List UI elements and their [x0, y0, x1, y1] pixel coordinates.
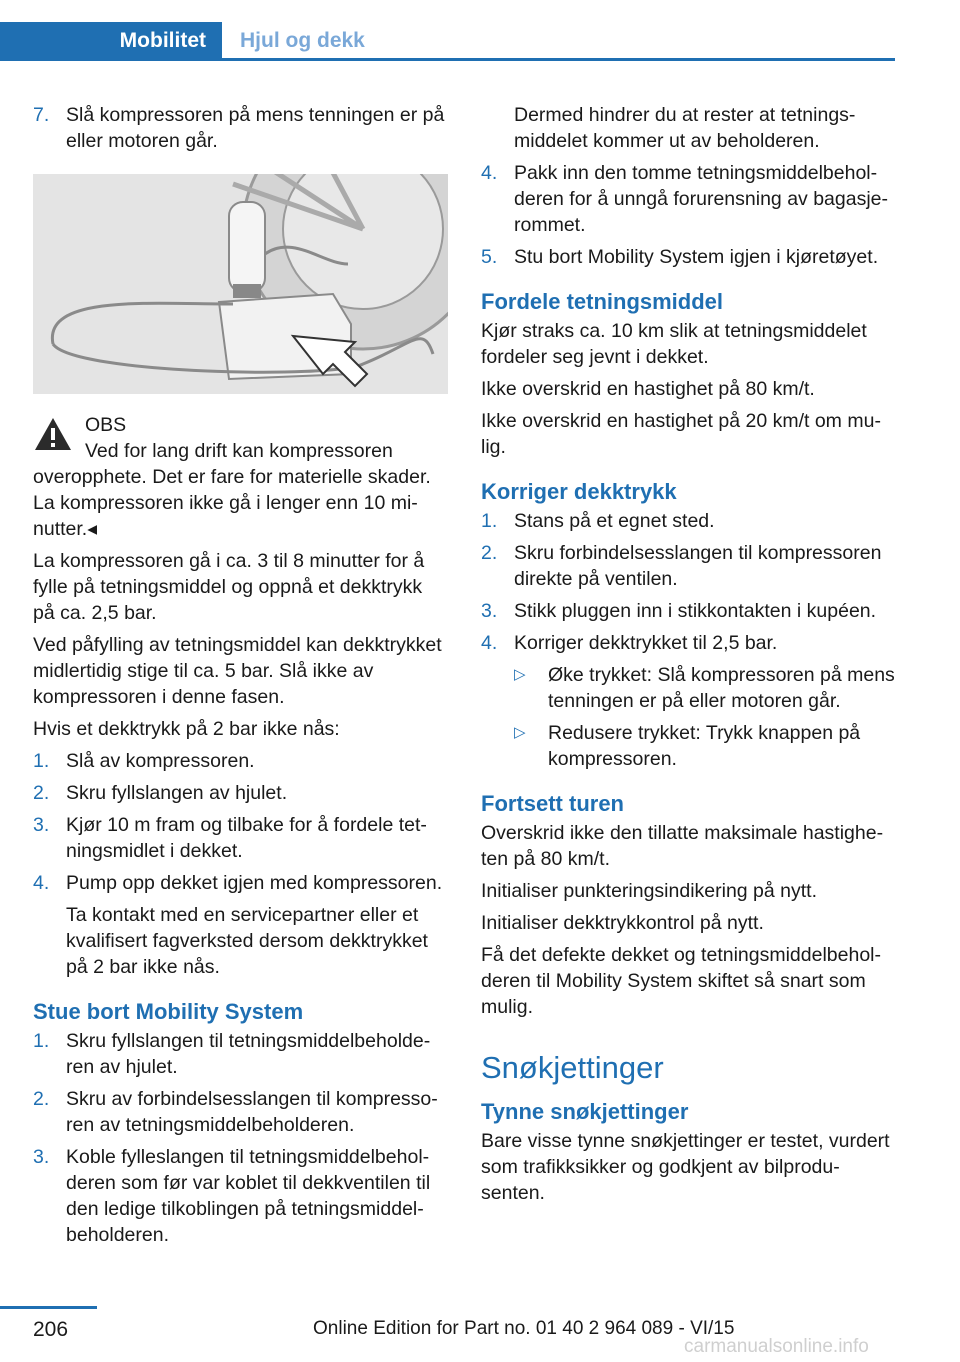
- item-text: Stans på et egnet sted.: [514, 510, 715, 532]
- warning-title: OBS: [85, 414, 127, 436]
- list-item: [33, 748, 448, 774]
- chapter-heading: Snøkjettinger: [481, 1050, 664, 1085]
- section-heading: Fordele tetningsmiddel: [481, 289, 724, 314]
- item-text: Skru fyllslangen av hjulet.: [66, 782, 288, 804]
- header-rule: [0, 58, 895, 61]
- section-tab-hjul-og-dekk: Hjul og dekk: [240, 29, 365, 52]
- list-item: [481, 160, 896, 238]
- section-heading: Stue bort Mobility System: [33, 999, 304, 1024]
- triangle-bullet-icon: ▷: [514, 666, 526, 683]
- list-item: [481, 244, 896, 270]
- watermark: carmanualsonline.info: [684, 1336, 869, 1357]
- item-number: 3.: [33, 814, 50, 836]
- item-number: 3.: [33, 1146, 50, 1168]
- item-number: 4.: [481, 632, 498, 654]
- footer-rule: [0, 1306, 97, 1309]
- item-text: Øke trykket: Slå kompressoren på mens tenningen er på eller motoren går.: [548, 664, 895, 712]
- online-edition-note: Online Edition for Part no. 01 40 2 964 089 - VI/15: [313, 1318, 735, 1339]
- item-text: Kjør 10 m fram og tilbake for å fordele tetningsmidlet i dekket.: [66, 814, 427, 862]
- warning-triangle-icon: [33, 416, 73, 459]
- section-heading: Korriger dekktrykk: [481, 479, 677, 504]
- item-number: 5.: [481, 246, 498, 268]
- list-item: [33, 102, 448, 154]
- sub-list-item: [481, 720, 896, 772]
- paragraph: Overskrid ikke den tillatte maksimale hastigheten på 80 km/t.: [481, 822, 884, 870]
- list-item: [33, 1028, 448, 1080]
- item-number: 1.: [33, 1030, 50, 1052]
- item-text: Korriger dekktrykket til 2,5 bar.: [514, 632, 778, 654]
- item-text: Pump opp dekket igjen med kompressoren.: [66, 872, 443, 894]
- item-number: 2.: [481, 542, 498, 564]
- continued-text: Dermed hindrer du at rester at tetningsmiddelet kommer ut av beholderen.: [514, 104, 856, 152]
- paragraph: La kompressoren gå i ca. 3 til 8 minutter for å fylle på tetningsmiddel og oppnå et dekktrykk på ca. 2,5 bar.: [33, 550, 425, 624]
- item-text: Skru forbindelsesslangen til kompressoren direkte på ventilen.: [514, 542, 882, 590]
- paragraph: Initialiser punkteringsindikering på nytt.: [481, 880, 818, 902]
- item-text: Stu bort Mobility System igjen i kjøretøyet.: [514, 246, 879, 268]
- item-text: Koble fylleslangen til tetningsmiddelbeholderen som før var koblet til dekkventilen til den ledige tilkoblingen på tetningsmiddelbeholderen.: [66, 1146, 431, 1246]
- paragraph: Bare visse tynne snøkjettinger er testet, vurdert som trafikksikker og godkjent av bilprodusenten.: [481, 1130, 890, 1204]
- section-heading: Fortsett turen: [481, 791, 624, 816]
- paragraph: Få det defekte dekket og tetningsmiddelbeholderen til Mobility System skiftet så snart som mulig.: [481, 944, 882, 1018]
- list-item: [481, 598, 896, 624]
- item-number: 2.: [33, 782, 50, 804]
- item-text: Pakk inn den tomme tetningsmiddelbeholderen for å unngå forurensning av bagasjerommet.: [514, 162, 889, 236]
- list-item: [33, 780, 448, 806]
- list-item: [33, 1086, 448, 1138]
- paragraph: Initialiser dekktrykkontrol på nytt.: [481, 912, 764, 934]
- list-item: [481, 508, 896, 534]
- list-item: [481, 540, 896, 592]
- warning-block: [33, 412, 448, 542]
- paragraph: Ikke overskrid en hastighet på 80 km/t.: [481, 378, 815, 400]
- page-header: [0, 22, 895, 60]
- item-text: Stikk pluggen inn i stikkontakten i kupéen.: [514, 600, 877, 622]
- left-column: [33, 102, 448, 1254]
- paragraph: Ved påfylling av tetningsmiddel kan dekktrykket midlertidig stige til ca. 5 bar. Slå ikke av kompressoren i denne fasen.: [33, 634, 442, 708]
- triangle-bullet-icon: ▷: [514, 724, 526, 741]
- compressor-illustration: [33, 174, 448, 394]
- item-number: 1.: [33, 750, 50, 772]
- paragraph: Hvis et dekktrykk på 2 bar ikke nås:: [33, 718, 340, 740]
- item-number: 4.: [33, 872, 50, 894]
- item-number: 7.: [33, 104, 50, 126]
- item-number: 4.: [481, 162, 498, 184]
- sub-list-item: [481, 662, 896, 714]
- item-text: Slå kompressoren på mens tenningen er på eller motoren går.: [66, 104, 445, 152]
- paragraph: Ikke overskrid en hastighet på 20 km/t om mulig.: [481, 410, 881, 458]
- page-number: 206: [33, 1318, 69, 1341]
- list-item: [33, 812, 448, 864]
- item-number: 1.: [481, 510, 498, 532]
- list-item: [33, 1144, 448, 1248]
- list-note: Ta kontakt med en servicepartner eller et kvalifisert fagverksted dersom dekktrykket på 2 bar ikke nås.: [66, 904, 428, 978]
- warning-text: Ved for lang drift kan kompressoren overopphete. Det er fare for materielle skader. La kompressoren ikke gå i lenger enn 10 minutter.◂: [33, 440, 431, 540]
- section-tab-mobilitet: Mobilitet: [0, 22, 222, 60]
- list-item: [481, 630, 896, 656]
- item-number: 3.: [481, 600, 498, 622]
- item-text: Slå av kompressoren.: [66, 750, 255, 772]
- list-item: [33, 870, 448, 896]
- section-heading: Tynne snøkjettinger: [481, 1099, 689, 1124]
- item-text: Skru fyllslangen til tetningsmiddelbeholderen av hjulet.: [66, 1030, 431, 1078]
- right-column: [481, 102, 896, 1212]
- item-text: Redusere trykket: Trykk knappen på kompressoren.: [548, 722, 861, 770]
- item-text: Skru av forbindelsesslangen til kompressoren av tetningsmiddelbeholderen.: [66, 1088, 438, 1136]
- paragraph: Kjør straks ca. 10 km slik at tetningsmiddelet fordeler seg jevnt i dekket.: [481, 320, 867, 368]
- item-number: 2.: [33, 1088, 50, 1110]
